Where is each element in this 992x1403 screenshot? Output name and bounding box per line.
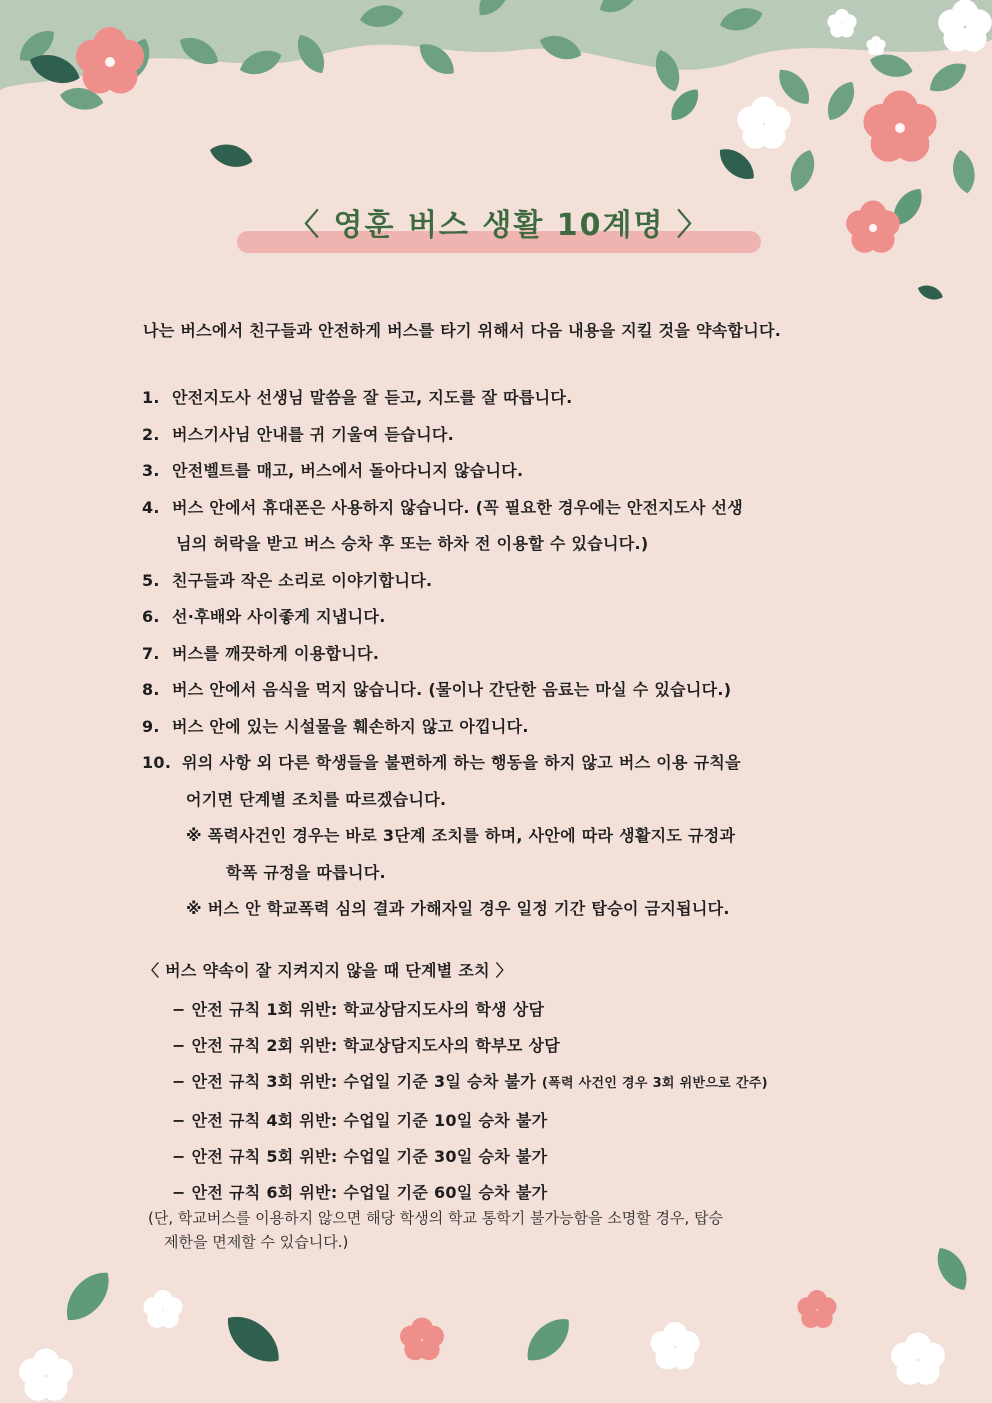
penalty-item: − 안전 규칙 6회 위반: 수업일 기준 60일 승차 불가	[172, 1183, 548, 1203]
rule-item	[142, 599, 743, 636]
penalty-item	[172, 1064, 768, 1102]
rule-item	[142, 453, 743, 490]
rule-text: 버스 안에서 휴대폰은 사용하지 않습니다. (꼭 필요한 경우에는 안전지도사 선생	[172, 497, 744, 517]
rule-number: 9.	[142, 716, 160, 736]
footnote-line: (단, 학교버스를 이용하지 않으면 해당 학생의 학교 통학기 불가능함을 소명할 경우, 탑승	[148, 1209, 723, 1227]
note-violence	[142, 818, 743, 891]
rule-number: 7.	[142, 643, 160, 663]
penalty-note: (폭력 사건인 경우 3회 위반으로 간주)	[541, 1076, 768, 1092]
rule-text: 버스를 깨끗하게 이용합니다.	[172, 643, 380, 663]
rules-list	[142, 380, 743, 928]
rule-number: 3.	[142, 461, 160, 480]
penalty-item: − 안전 규칙 5회 위반: 수업일 기준 30일 승차 불가	[172, 1146, 548, 1166]
rule-text: 친구들과 작은 소리로 이야기합니다.	[172, 570, 433, 590]
footnote-line: 제한을 면제할 수 있습니다.)	[164, 1233, 349, 1251]
title-block	[237, 200, 761, 258]
rule-number: 4.	[142, 497, 160, 517]
penalty-item: − 안전 규칙 1회 위반: 학교상담지도사의 학생 상담	[172, 1000, 545, 1019]
note-text: ※ 폭력사건인 경우는 바로 3단계 조치를 하며, 사안에 따라 생활지도 규정과	[186, 826, 736, 845]
note-school-violence	[142, 891, 743, 928]
rule-text: 선·후배와 사이좋게 지냅니다.	[172, 607, 386, 626]
rule-item	[142, 709, 743, 746]
penalty-list	[172, 992, 768, 1211]
rule-item	[142, 563, 743, 600]
rule-item	[142, 672, 743, 709]
rule-number: 10.	[142, 753, 172, 772]
rule-text: 버스기사님 안내를 귀 기울여 듣습니다.	[172, 424, 454, 444]
rule-number: 8.	[142, 680, 160, 699]
rule-item	[142, 417, 743, 454]
rule-text-continued: 어기면 단계별 조치를 따르겠습니다.	[186, 789, 447, 809]
rule-number: 6.	[142, 607, 160, 626]
rule-item	[142, 745, 743, 928]
rule-item	[142, 380, 743, 417]
rule-item	[142, 490, 743, 563]
rule-text: 버스 안에 있는 시설물을 훼손하지 않고 아낍니다.	[172, 716, 529, 736]
intro-pledge: 나는 버스에서 친구들과 안전하게 버스를 타기 위해서 다음 내용을 지킬 것을 약속합니다.	[143, 321, 782, 340]
rule-number: 2.	[142, 424, 160, 444]
page-title: 〈 영훈 버스 생활 10계명 〉	[289, 208, 709, 243]
rule-text: 안전벨트를 매고, 버스에서 돌아다니지 않습니다.	[172, 461, 524, 480]
penalty-item: − 안전 규칙 4회 위반: 수업일 기준 10일 승차 불가	[172, 1110, 548, 1130]
penalty-item: − 안전 규칙 2회 위반: 학교상담지도사의 학부모 상담	[172, 1036, 561, 1056]
note-text: ※ 버스 안 학교폭력 심의 결과 가해자일 경우 일정 기간 탑승이 금지됩니다.	[186, 899, 730, 918]
rule-number: 5.	[142, 570, 160, 590]
rule-text: 안전지도사 선생님 말씀을 잘 듣고, 지도를 잘 따릅니다.	[172, 388, 573, 407]
rule-number: 1.	[142, 388, 160, 407]
footnote	[148, 1206, 858, 1254]
rule-text: 버스 안에서 음식을 먹지 않습니다. (물이나 간단한 음료는 마실 수 있습니다.)	[172, 680, 732, 699]
rule-item	[142, 636, 743, 673]
rule-text-continued: 님의 허락을 받고 버스 승차 후 또는 하차 전 이용할 수 있습니다.)	[176, 534, 649, 553]
note-text-continued: 학폭 규정을 따릅니다.	[226, 862, 386, 882]
penalty-text: − 안전 규칙 3회 위반: 수업일 기준 3일 승차 불가	[172, 1072, 536, 1092]
rule-text: 위의 사항 외 다른 학생들을 불편하게 하는 행동을 하지 않고 버스 이용 규칙을	[182, 753, 741, 772]
penalty-section-title: 〈 버스 약속이 잘 지켜지지 않을 때 단계별 조치 〉	[143, 961, 513, 980]
